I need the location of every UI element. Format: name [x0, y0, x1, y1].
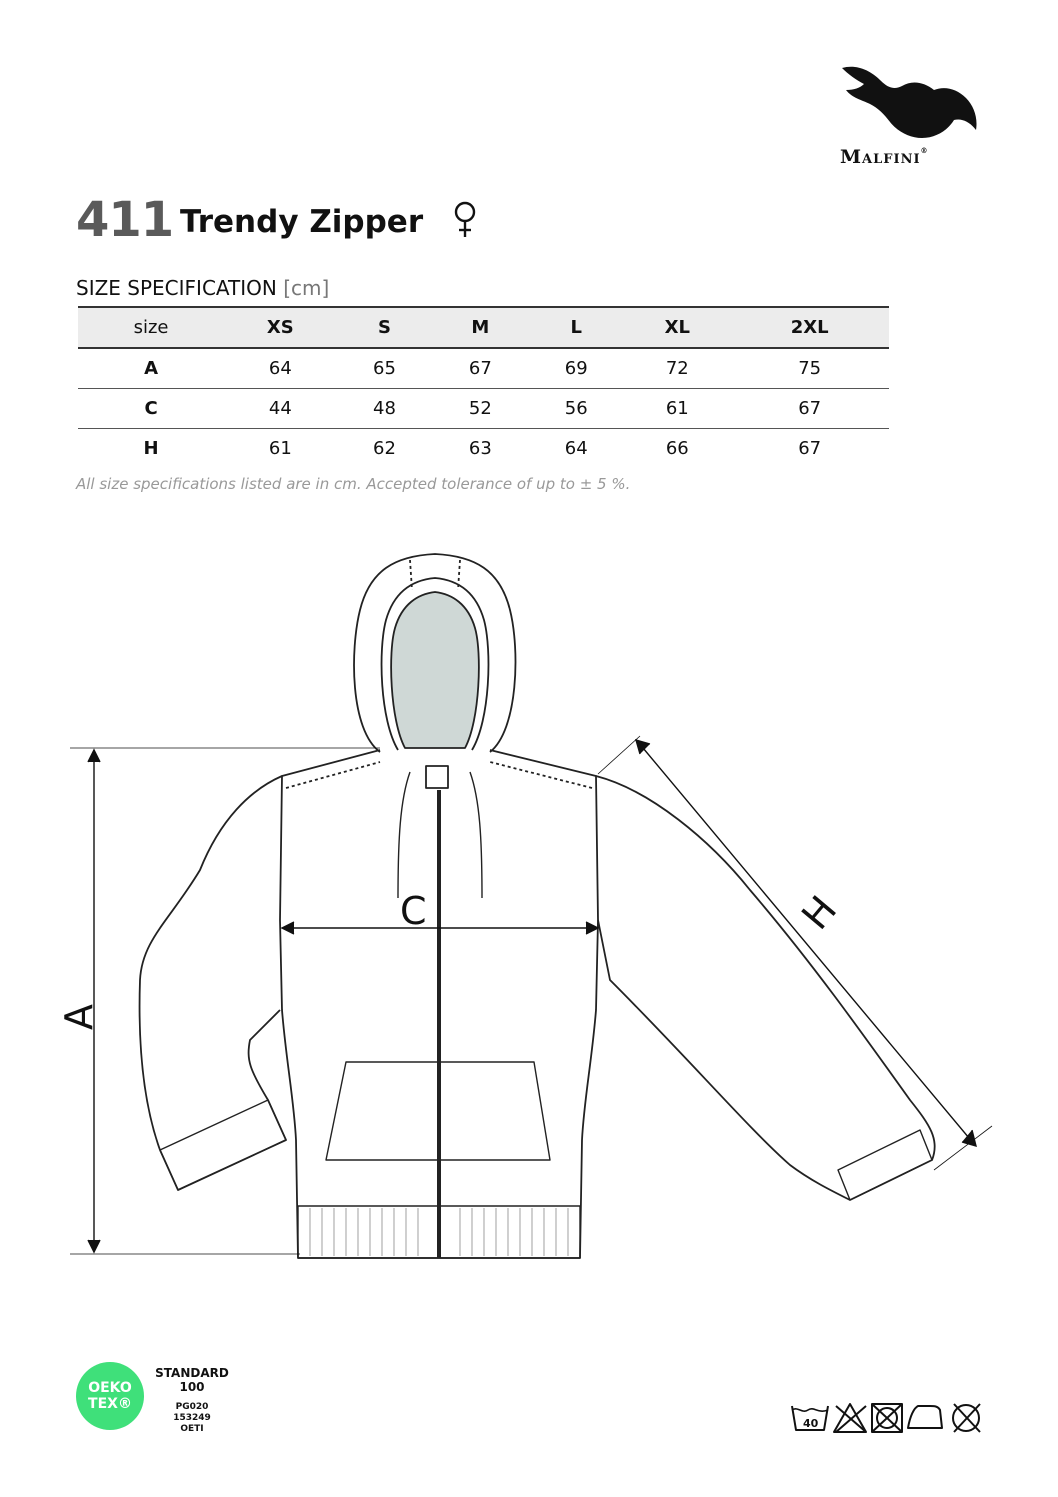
- brand-name: Malfini: [840, 146, 921, 168]
- oeko-standard: [152, 1366, 232, 1394]
- table-cell: 61: [268, 438, 292, 459]
- wash-temperature: 40: [803, 1417, 819, 1430]
- hoodie-diagram: [50, 540, 1010, 1284]
- standard-number: 100: [179, 1380, 205, 1394]
- hood-lining: [391, 592, 479, 748]
- model-number: 411: [76, 192, 174, 248]
- right-sleeve: [596, 776, 935, 1200]
- table-cell: 48: [337, 389, 433, 429]
- size-spec-heading: [76, 276, 329, 300]
- row-label-c: C: [78, 389, 224, 429]
- table-cell: 63: [468, 438, 492, 459]
- size-table-header-row: [78, 307, 889, 348]
- header-xs: XS: [224, 307, 336, 348]
- table-cell: 44: [224, 389, 336, 429]
- care-symbols: [790, 1400, 986, 1436]
- table-cell: 72: [624, 348, 730, 389]
- drawstring-left: [398, 772, 410, 898]
- table-cell: 75: [730, 348, 889, 389]
- dimension-c-label: C: [400, 889, 427, 933]
- table-cell: 62: [373, 438, 396, 459]
- table-row: [78, 429, 889, 469]
- right-cuff: [838, 1130, 932, 1200]
- oeko-tex-badge: [76, 1362, 144, 1430]
- size-spec-title: SIZE SPECIFICATION: [76, 276, 277, 300]
- header-size: size: [78, 307, 224, 348]
- registered-mark: ®: [920, 146, 929, 155]
- tolerance-note: All size specifications listed are in cm. Accepted tolerance of up to ± 5 %.: [76, 475, 631, 493]
- table-cell: 56: [528, 389, 624, 429]
- left-sleeve: [140, 776, 286, 1190]
- header-s: S: [337, 307, 433, 348]
- table-cell: 65: [337, 348, 433, 389]
- table-cell: 52: [432, 389, 528, 429]
- oeko-line2: TEX®: [88, 1396, 132, 1412]
- no-bleach-icon: [834, 1404, 866, 1432]
- oeko-cert: [156, 1402, 228, 1435]
- header-l: L: [528, 307, 624, 348]
- cert-institute: OETI: [180, 1424, 204, 1434]
- cert-code: PG020 153249: [173, 1402, 211, 1423]
- size-spec-unit: [cm]: [283, 276, 330, 300]
- left-cuff: [160, 1100, 286, 1190]
- dimension-h-line: [638, 742, 974, 1144]
- size-table: [78, 306, 889, 468]
- table-cell: 64: [224, 348, 336, 389]
- table-row: [78, 389, 889, 429]
- female-symbol-icon: [452, 200, 478, 240]
- table-cell: 67: [730, 389, 889, 429]
- row-label-a: A: [78, 348, 224, 389]
- no-dry-clean-icon: [953, 1404, 980, 1432]
- table-cell: 61: [624, 389, 730, 429]
- table-cell: 67: [432, 348, 528, 389]
- standard-label: STANDARD: [155, 1366, 229, 1380]
- no-tumble-dry-icon: [872, 1404, 902, 1432]
- table-cell: 64: [564, 438, 588, 459]
- table-cell: 67: [798, 438, 822, 459]
- table-cell: 66: [665, 438, 689, 459]
- row-label-h: H: [143, 438, 159, 459]
- iron-low-icon: [908, 1406, 942, 1428]
- header-xl: XL: [624, 307, 730, 348]
- oeko-line1: OEKO: [88, 1380, 132, 1396]
- brand-wordmark: [840, 146, 929, 168]
- header-m: M: [432, 307, 528, 348]
- hoodie-drawing: [50, 540, 1010, 1280]
- dimension-a-label: A: [57, 1004, 101, 1030]
- product-name: Trendy Zipper: [180, 204, 424, 240]
- dimension-h-label: H: [793, 887, 846, 938]
- table-row: [78, 348, 889, 389]
- eagle-logo-icon: [836, 60, 986, 150]
- table-cell: 69: [528, 348, 624, 389]
- header-2xl: 2XL: [730, 307, 889, 348]
- drawstring-right: [470, 772, 482, 898]
- neck-label: [426, 766, 448, 788]
